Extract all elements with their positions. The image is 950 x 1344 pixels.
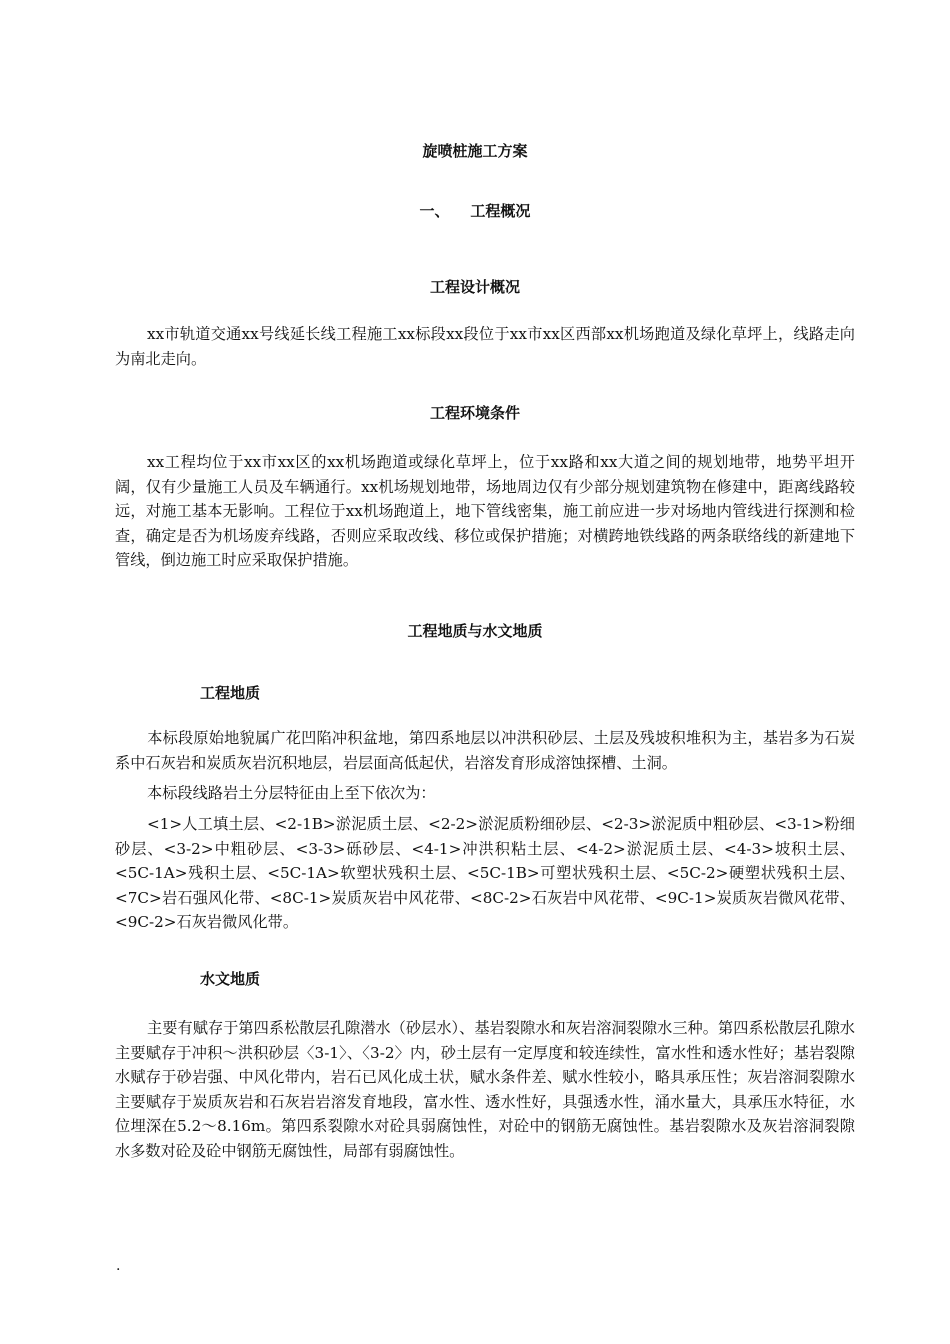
heading-design-overview: 工程设计概况 xyxy=(429,278,520,296)
paragraph-hydrology: 主要有赋存于第四系松散层孔隙潜水（砂层水）、基岩裂隙水和灰岩溶洞裂隙水三种。第四系松散层孔隙水主要赋存于冲积～洪积砂层〈3-1〉、〈3-2〉内，砂土层有一定厚度和较连续性，富水性和透水性好；基岩裂隙水赋存于砂岩强、中风化带内，岩石已风化成土状，赋水条件差、赋水性较小，略具承压性；灰岩溶洞裂隙水主要赋存于炭质灰岩和石灰岩岩溶发育地段，富水性、透水性好，具强透水性，涌水量大，具承压水特征，水位埋深在5.2～8.16m。第四系裂隙水对砼具弱腐蚀性，对砼中的钢筋无腐蚀性。基岩裂隙水及灰岩溶洞裂隙水多数对砼及砼中钢筋无腐蚀性，局部有弱腐蚀性。 xyxy=(115,1019,855,1160)
document-title: 旋喷桩施工方案 xyxy=(422,142,528,160)
heading-environment: 工程环境条件 xyxy=(429,404,520,422)
paragraph-geology-1: 本标段原始地貌属广花凹陷冲积盆地，第四系地层以冲洪积砂层、土层及残坡积堆积为主，基岩多为石炭系中石灰岩和炭质灰岩沉积地层，岩层面高低起伏，岩溶发育形成溶蚀探槽、土洞。 xyxy=(115,729,855,772)
heading-geology-hydrology: 工程地质与水文地质 xyxy=(407,622,543,640)
section-heading-overview: 一、 工程概况 xyxy=(419,202,531,220)
heading-geology: 工程地质 xyxy=(200,684,261,702)
paragraph-geology-2: 本标段线路岩土分层特征由上至下依次为： xyxy=(147,784,436,802)
paragraph-design: xx市轨道交通xx号线延长线工程施工xx标段xx段位于xx市xx区西部xx机场跑道及绿化草坪上，线路走向为南北走向。 xyxy=(115,325,855,368)
heading-hydrology: 水文地质 xyxy=(200,970,261,988)
paragraph-environment: xx工程均位于xx市xx区的xx机场跑道或绿化草坪上，位于xx路和xx大道之间的规划地带，地势平坦开阔，仅有少量施工人员及车辆通行。xx机场规划地带，场地周边仅有少部分规划建筑物在修建中，距离线路较远，对施工基本无影响。工程位于xx机场跑道上，地下管线密集，施工前应进一步对场地内管线进行探测和检查，确定是否为机场废弃线路，否则应采取改线、移位或保护措施；对横跨地铁线路的两条联络线的新建地下管线，倒边施工时应采取保护措施。 xyxy=(115,453,855,569)
paragraph-geology-3: <1>人工填土层、<2-1B>淤泥质土层、<2-2>淤泥质粉细砂层、<2-3>淤泥质中粗砂层、<3-1>粉细砂层、<3-2>中粗砂层、<3-3>砾砂层、<4-1>冲洪积粘土层、<4-2>淤泥质土层、<4-3>坡积土层、<5C-1A>残积土层、<5C-1A>软塑状残积土层、<5C-1B>可塑状残积土层、<5C-2>硬塑状残积土层、<7C>岩石强风化带、<8C-1>炭质灰岩中风花带、<8C-2>石灰岩中风花带、<9C-1>炭质灰岩微风花带、<9C-2>石灰岩微风化带。 xyxy=(115,815,855,931)
footer-dot: . xyxy=(116,1258,121,1274)
